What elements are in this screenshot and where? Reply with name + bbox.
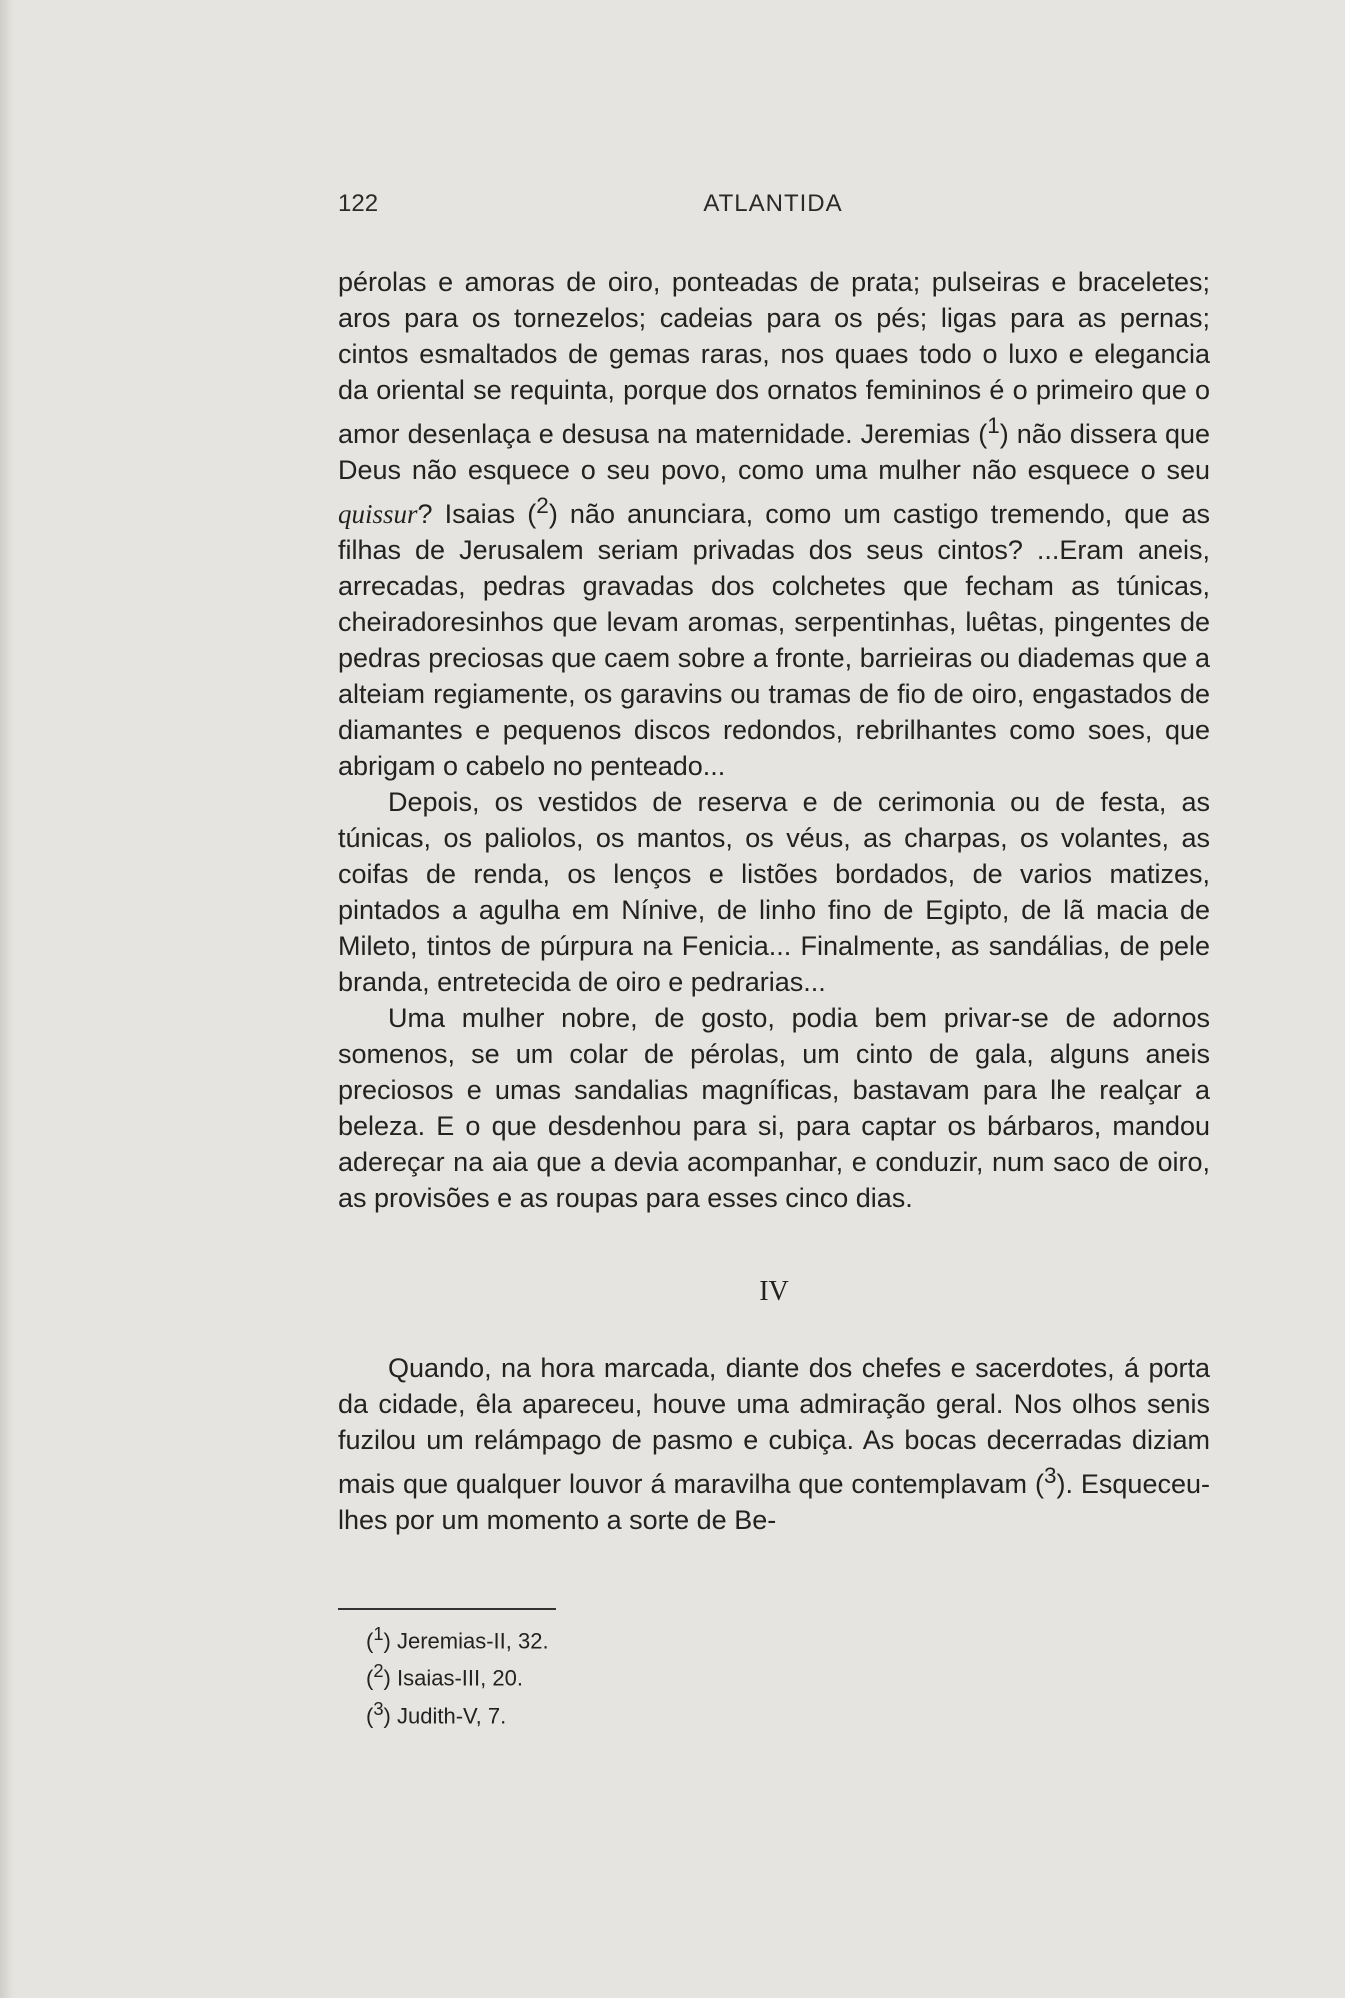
italic-word: quissur: [338, 499, 418, 529]
paragraph: Uma mulher nobre, de gosto, podia bem privar-se de adornos somenos, se um colar de pérolas, um cinto de gala, alguns aneis preciosos e umas sandalias magníficas, bastavam para lhe realçar a beleza. E o que desdenhou para si, para captar os bárbaros, mandou adereçar na aia que a devia acompanhar, e conduzir, num saco de oiro, as provisões e as roupas para esses cinco dias.: [338, 1003, 1210, 1213]
footnote-text: Judith-V, 7.: [396, 1702, 507, 1728]
footnote-text: Jeremias-II, 32.: [396, 1628, 549, 1654]
footnote-divider: [338, 1608, 556, 1610]
running-head: [338, 190, 1208, 230]
paragraph: Depois, os vestidos de reserva e de cerimonia ou de festa, as túnicas, os paliolos, os mantos, os véus, as charpas, os volantes, as coifas de renda, os lenços e listões bordados, de varios matizes, pintados a agulha em Nínive, de linho fino de Egipto, de lã macia de Mileto, tintos de púrpura na Fenicia... Finalmente, as sandálias, de pele branda, entretecida de oiro e pedrarias...: [338, 787, 1210, 997]
footnote-marker: 3: [1043, 1463, 1057, 1488]
footnotes: [366, 1619, 549, 1731]
footnote: ($^3$) Judith-V, 7.: [366, 1697, 507, 1728]
paragraph: pérolas e amoras de oiro, ponteadas de prata; pulseiras e braceletes; aros para os tornezelos; cadeias para os pés; ligas para as pernas; cintos esmaltados de gemas raras, nos quaes todo o luxo e elegancia da oriental se requinta, porque dos ornatos femininos é o primeiro que o amor desenlaça e desusa na maternidade. Jeremias ($^1$) não dissera que Deus não esquece o seu povo, como uma mulher não esquece o seu quissur? Isaias ($^2$) não anunciara, como um castigo tremendo, que as filhas de Jerusalem seriam privadas dos seus cintos? ...Eram aneis, arrecadas, pedras gravadas dos colchetes que fecham as túnicas, cheiradoresinhos que levam aromas, serpentinhas, luêtas, pingentes de pedras preciosas que caem sobre a fronte, barrieiras ou diademas que a alteiam regiamente, os garavins ou tramas de fio de oiro, engastados de diamantes e pequenos discos redondos, rebrilhantes como soes, que abrigam o cabelo no penteado...: [338, 267, 1210, 781]
footnote: ($^1$) Jeremias-II, 32.: [366, 1623, 549, 1654]
footnote-marker: 1: [987, 413, 1000, 438]
footnote-text: Isaias-III, 20.: [396, 1665, 523, 1691]
main-text: [338, 264, 1210, 1538]
paragraph: Quando, na hora marcada, diante dos chefes e sacerdotes, á porta da cidade, êla apareceu, houve uma admiração geral. Nos olhos senis fuzilou um relámpago de pasmo e cubiça. As bocas decerradas diziam mais que qualquer louvor á maravilha que contemplavam ($^3$). Esqueceu-lhes por um momento a sorte de Be-: [338, 1353, 1210, 1535]
footnote-number: 3: [373, 1697, 384, 1719]
footnote-number: 2: [373, 1660, 384, 1682]
section-heading: IV: [759, 1276, 789, 1307]
footnote-number: 1: [373, 1623, 384, 1644]
page-binding-edge: [0, 0, 14, 1998]
footnote: ($^2$) Isaias-III, 20.: [366, 1660, 523, 1691]
book-title: ATLANTIDA: [703, 190, 843, 217]
footnote-marker: 2: [536, 493, 549, 518]
page-number: 122: [338, 190, 379, 217]
